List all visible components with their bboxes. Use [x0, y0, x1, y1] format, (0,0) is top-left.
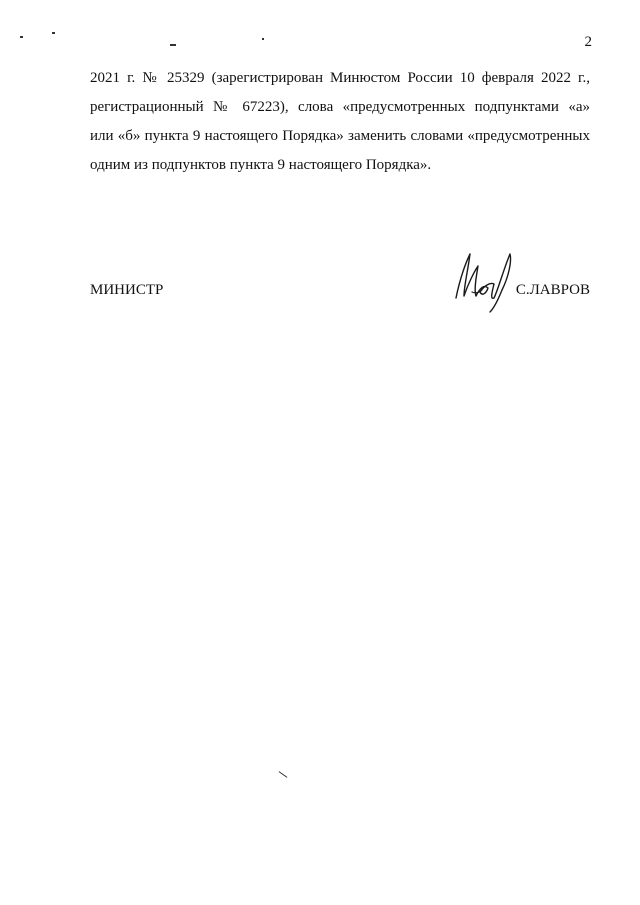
position-title: МИНИСТР	[90, 282, 164, 298]
scan-artifact	[170, 44, 176, 46]
scan-artifact	[279, 771, 288, 778]
body-line: одним из подпунктов пункта 9 настоящего Порядка».	[90, 157, 432, 173]
body-paragraph	[90, 64, 590, 180]
body-line: или «б» пункта 9 настоящего Порядка» заменить словами «предусмотренных	[90, 128, 590, 144]
signature-block	[90, 278, 590, 318]
scan-artifact	[20, 36, 23, 38]
scan-artifact	[52, 32, 55, 34]
page-number: 2	[584, 34, 592, 50]
handwritten-signature	[450, 248, 520, 314]
body-line: 2021 г. № 25329 (зарегистрирован Минюстом России 10 февраля 2022 г.,	[90, 70, 590, 86]
signer-name: С.ЛАВРОВ	[515, 282, 590, 298]
scan-artifact	[262, 38, 264, 40]
body-line: регистрационный № 67223), слова «предусмотренных подпунктами «а»	[90, 99, 590, 115]
